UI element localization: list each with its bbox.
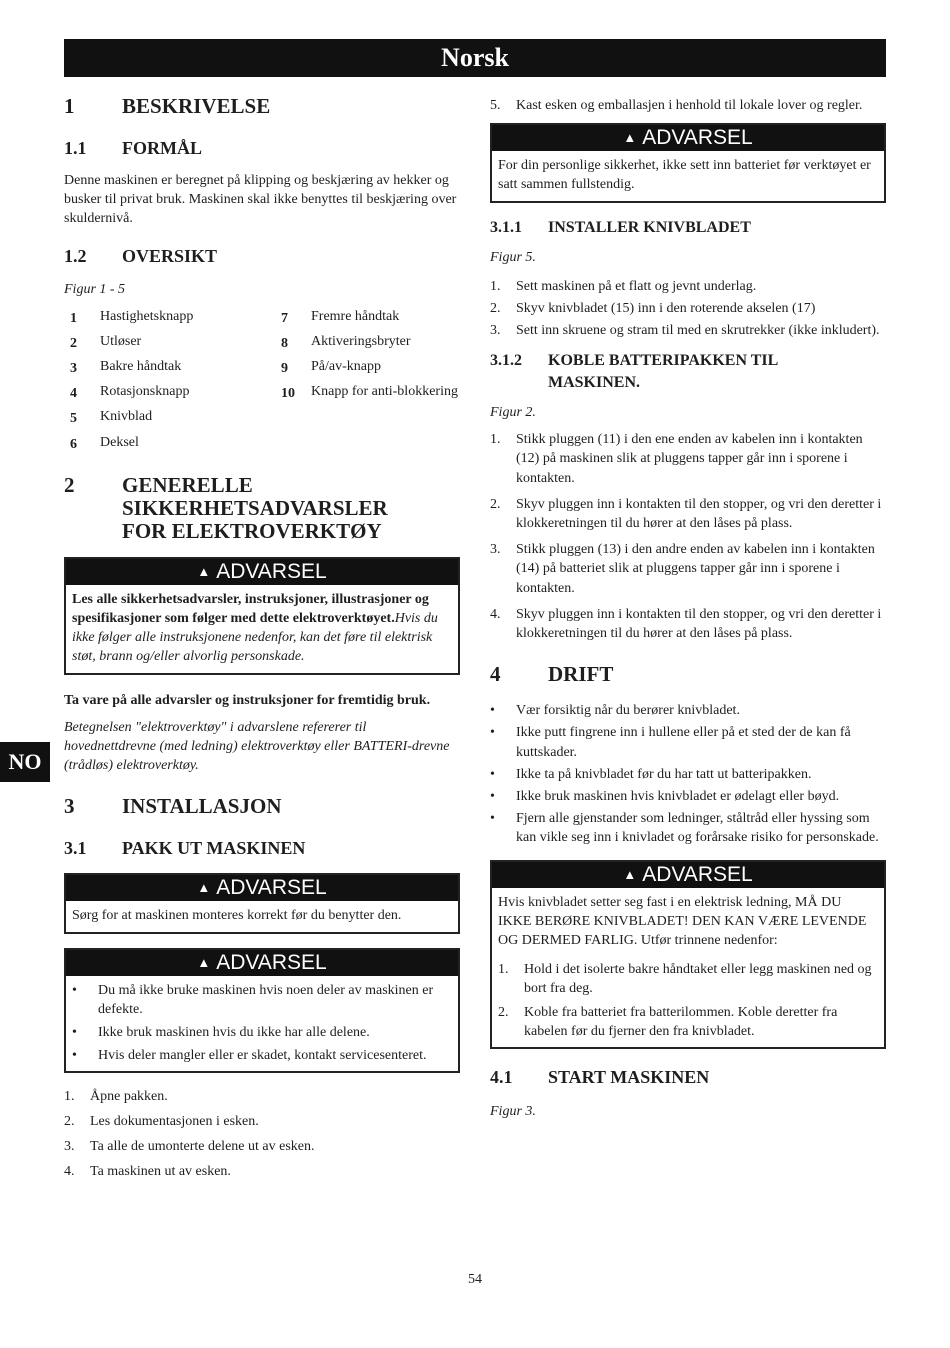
- section-number: 1.1: [64, 138, 87, 158]
- section-2-heading: [64, 474, 460, 543]
- section-number: 1.2: [64, 245, 87, 266]
- section-title: DRIFT: [548, 662, 614, 687]
- section-title: INSTALLER KNIVBLADET: [548, 218, 751, 236]
- warning-header: [66, 559, 458, 585]
- warning-box: [64, 873, 460, 933]
- section-number: 3.1: [64, 838, 87, 859]
- list-item: • Ikke bruk maskinen hvis knivbladet er ødelagt eller bøyd.: [490, 789, 840, 805]
- part-label: Fremre håndtak: [311, 308, 400, 324]
- term-definition-text: Betegnelsen "elektroverktøy" i advarslene refererer til hovednettdrevne (med ledning) elektroverktøy eller BATTERI-drevne (trådløs) elektroverktøy.: [64, 719, 450, 774]
- section-title: BESKRIVELSE: [122, 94, 271, 118]
- figure-reference: Figur 2.: [490, 405, 536, 421]
- right-column: [490, 96, 886, 1121]
- warning-body: Sørg for at maskinen monteres korrekt før du benytter den.: [72, 908, 402, 924]
- warning-title: ADVARSEL: [216, 559, 327, 583]
- warning-header: [66, 950, 458, 976]
- section-number: 4.1: [490, 1067, 513, 1088]
- section-title: FORMÅL: [122, 138, 202, 158]
- warning-title: ADVARSEL: [216, 950, 327, 974]
- parts-list: [64, 307, 460, 454]
- part-number: 5: [70, 411, 77, 427]
- list-item: 3. Sett inn skruene og stram til med en skrutrekker (ikke inkludert).: [490, 323, 880, 339]
- part-label: Aktiveringsbryter: [311, 333, 411, 349]
- unpack-steps-continued: [490, 96, 886, 115]
- section-number: 3.1.2: [490, 352, 522, 370]
- figure-reference: Figur 3.: [490, 1104, 536, 1120]
- section-number: 1: [64, 94, 75, 118]
- section-number: 3.1.1: [490, 218, 522, 236]
- list-item: 4. Ta maskinen ut av esken.: [64, 1164, 231, 1180]
- section-title: START MASKINEN: [548, 1067, 710, 1088]
- list-item: 2. Koble fra batteriet fra batterilommen. Koble deretter fra kabelen før du fjerner den fra knivbladet.: [498, 1004, 838, 1039]
- list-item: 5. Kast esken og emballasjen i henhold til lokale lover og regler.: [490, 98, 863, 113]
- section-title: GENERELLE SIKKERHETSADVARSLER FOR ELEKTROVERKTØY: [122, 472, 388, 543]
- part-number: 9: [281, 361, 288, 377]
- section-title: PAKK UT MASKINEN: [122, 838, 306, 859]
- warning-title: ADVARSEL: [216, 876, 327, 900]
- warning-box: [64, 948, 460, 1073]
- language-tab: NO: [0, 742, 50, 782]
- section-number: 4: [490, 662, 501, 687]
- list-item: 2. Les dokumentasjonen i esken.: [64, 1113, 259, 1129]
- left-column: [64, 92, 460, 1181]
- figure-reference: Figur 1 - 5: [64, 281, 126, 297]
- list-item: • Fjern alle gjenstander som ledninger, ståltråd eller hyssing som kan vikle seg inn i knivladet og forårsake risiko for personskade.: [490, 811, 879, 846]
- list-item: 1. Sett maskinen på et flatt og jevnt underlag.: [490, 278, 757, 294]
- section-3-1-heading: [64, 838, 460, 859]
- keep-instructions-text: Ta vare på alle advarsler og instruksjoner for fremtidig bruk.: [64, 692, 431, 708]
- part-label: Utløser: [100, 333, 142, 349]
- warning-body: [66, 585, 458, 673]
- warning-box: [490, 123, 886, 202]
- warning-body: For din personlige sikkerhet, ikke sett inn batteriet før verktøyet er satt sammen fullstendig.: [498, 158, 871, 193]
- section-3-1-1-heading: [490, 217, 886, 239]
- warning-header: [66, 875, 458, 901]
- list-item: 2. Skyv pluggen inn i kontakten til den stopper, og vri den deretter i klokkeretningen til du hører at den låses på plass.: [490, 496, 882, 532]
- warning-triangle-icon: ▲: [197, 954, 211, 970]
- warning-box: [490, 860, 886, 1049]
- install-blade-steps: [490, 277, 886, 341]
- warning-header: [492, 862, 884, 888]
- warning-triangle-icon: ▲: [197, 880, 211, 896]
- list-item: 2. Skyv knivbladet (15) inn i den roterende akselen (17): [490, 300, 816, 316]
- part-label: Knapp for anti-blokkering: [311, 384, 458, 400]
- section-1-heading: [64, 95, 460, 118]
- unpack-steps: [64, 1087, 460, 1182]
- warning-triangle-icon: ▲: [197, 563, 211, 579]
- warning-triangle-icon: ▲: [623, 130, 637, 146]
- part-label: Hastighetsknapp: [100, 308, 194, 324]
- warning-body: [66, 976, 458, 1071]
- warning-body: [492, 888, 884, 1047]
- section-number: 3: [64, 794, 75, 819]
- figure-reference: Figur 5.: [490, 249, 536, 265]
- list-item: 3. Ta alle de umonterte delene ut av esken.: [64, 1139, 315, 1155]
- part-number: 3: [70, 361, 77, 377]
- warning-triangle-icon: ▲: [623, 866, 637, 882]
- page-number: 54: [468, 1272, 482, 1287]
- page-header-title: Norsk: [64, 39, 886, 77]
- list-item: • Hvis deler mangler eller er skadet, kontakt servicesenteret.: [72, 1047, 427, 1063]
- warning-text: Hvis knivbladet setter seg fast i en elektrisk ledning, MÅ DU IKKE BERØRE KNIVBLADET! DEN KAN VÆRE LEVENDE OG DERMED FARLIG. Utfør trinnene nedenfor:: [498, 894, 867, 949]
- list-item: 1. Stikk pluggen (11) i den ene enden av kabelen inn i kontakten (12) på maskinen slik at pluggens tapper går inn i sporene i kontakten.: [490, 432, 863, 486]
- part-label: Bakre håndtak: [100, 359, 182, 375]
- part-number: 6: [70, 436, 77, 452]
- warning-title: ADVARSEL: [642, 862, 753, 886]
- list-item: • Vær forsiktig når du berører knivbladet.: [490, 703, 740, 719]
- part-label: Rotasjonsknapp: [100, 384, 190, 400]
- section-title: KOBLE BATTERIPAKKEN TIL MASKINEN.: [548, 352, 778, 392]
- part-number: 8: [281, 335, 288, 351]
- list-item: 4. Skyv pluggen inn i kontakten til den stopper, og vri den deretter i klokkeretningen til du hører at den låses på plass.: [490, 606, 882, 642]
- purpose-text: Denne maskinen er beregnet på klipping og beskjæring av hekker og busker til privat bruk. Maskinen skal ikke benyttes til beskjæring over skuldernivå.: [64, 173, 457, 227]
- section-4-heading: [490, 663, 886, 686]
- section-1-2-heading: [64, 246, 460, 267]
- connect-battery-steps: [490, 430, 886, 643]
- list-item: • Du må ikke bruke maskinen hvis noen deler av maskinen er defekte.: [72, 982, 434, 1017]
- part-number: 10: [281, 386, 295, 402]
- warning-italic-text: Hvis du ikke følger alle instruksjonene nedenfor, kan det føre til elektrisk støt, brann og/eller alvorlig personskade.: [72, 611, 438, 665]
- warning-box: [64, 557, 460, 675]
- warning-title: ADVARSEL: [642, 126, 753, 150]
- section-3-1-2-heading: [490, 350, 886, 394]
- part-label: Knivblad: [100, 409, 153, 425]
- section-1-1-heading: [64, 138, 460, 159]
- list-item: • Ikke ta på knivbladet før du har tatt ut batteripakken.: [490, 766, 812, 782]
- list-item: 1. Åpne pakken.: [64, 1088, 168, 1104]
- list-item: 1. Hold i det isolerte bakre håndtaket eller legg maskinen ned og bort fra deg.: [498, 962, 872, 997]
- part-label: På/av-knapp: [311, 359, 381, 375]
- part-number: 7: [281, 310, 288, 326]
- part-label: Deksel: [100, 434, 139, 450]
- warning-header: [492, 125, 884, 151]
- section-3-heading: [64, 795, 460, 818]
- warning-bold-text: Les alle sikkerhetsadvarsler, instruksjoner, illustrasjoner og spesifikasjoner som følger med dette elektroverktøyet.: [72, 591, 429, 627]
- warning-steps: [498, 960, 878, 1041]
- part-number: 2: [70, 335, 77, 351]
- section-number: 2: [64, 472, 75, 497]
- section-title: INSTALLASJON: [122, 794, 282, 819]
- part-number: 4: [70, 386, 77, 402]
- part-number: 1: [70, 310, 77, 326]
- section-4-1-heading: [490, 1067, 886, 1088]
- list-item: • Ikke putt fingrene inn i hullene eller på et sted der de kan få kuttskader.: [490, 725, 851, 760]
- list-item: • Ikke bruk maskinen hvis du ikke har alle delene.: [72, 1024, 370, 1040]
- list-item: 3. Stikk pluggen (13) i den andre enden av kabelen inn i kontakten (14) på batteriet slik at pluggens tapper går inn i sporene i kontakten.: [490, 542, 875, 596]
- section-title: OVERSIKT: [122, 245, 218, 266]
- operation-bullets: [490, 701, 886, 847]
